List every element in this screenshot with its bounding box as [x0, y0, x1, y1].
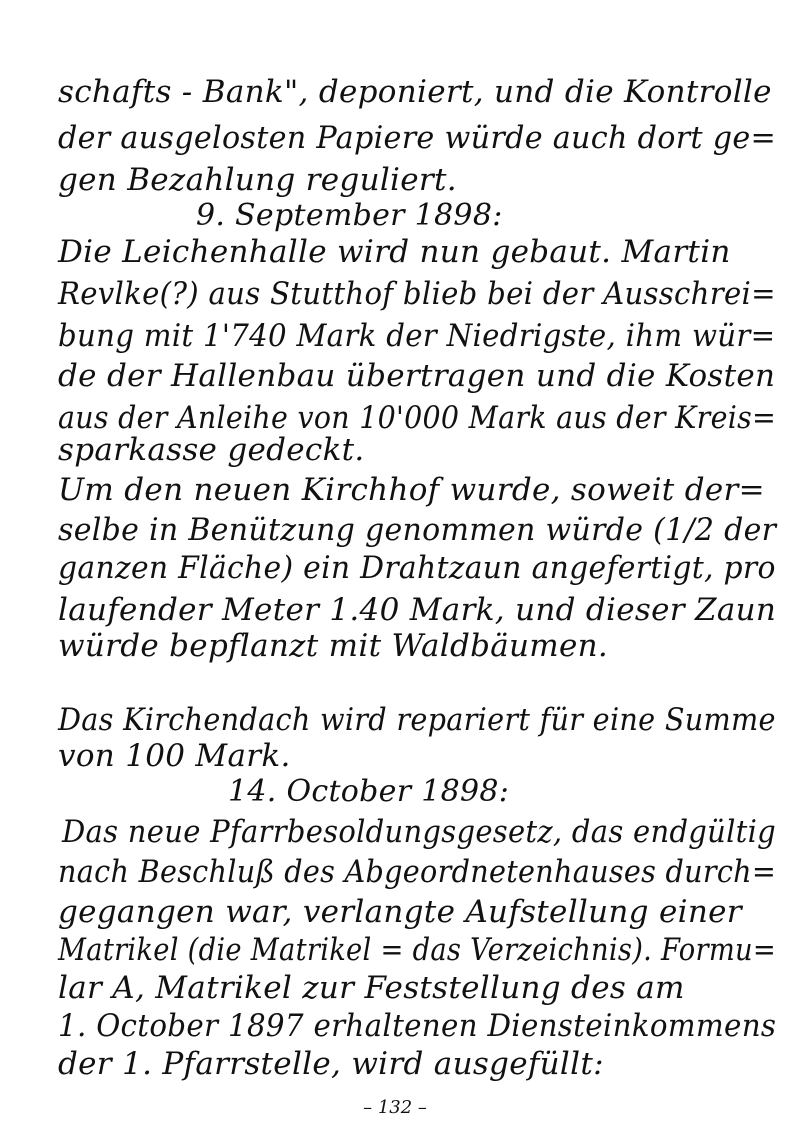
text-line: gegangen war, verlangte Aufstellung einer: [58, 894, 742, 930]
text-line: Das Kirchendach wird repariert für eine Summe: [58, 702, 776, 738]
text-line: von 100 Mark.: [58, 738, 291, 774]
date-heading: 9. September 1898:: [196, 198, 503, 233]
text-line: aus der Anleihe von 10'000 Mark aus der Kreis=: [58, 400, 777, 436]
text-line: ganzen Fläche) ein Drahtzaun angefertigt, pro: [58, 550, 776, 586]
text-line: de der Hallenbau übertragen und die Kosten: [58, 358, 776, 394]
text-line: Die Leichenhalle wird nun gebaut. Martin: [58, 234, 731, 270]
date-heading: 14. October 1898:: [228, 774, 510, 809]
text-line: selbe in Benützung genommen würde (1/2 der: [58, 512, 777, 548]
text-line: Das neue Pfarrbesoldungsgesetz, das endgültig: [62, 814, 777, 850]
text-line: sparkasse gedeckt.: [58, 432, 365, 468]
text-line: 1. October 1897 erhaltenen Diensteinkommens: [58, 1008, 777, 1044]
text-line: schafts - Bank", deponiert, und die Kontrolle: [58, 74, 772, 110]
text-line: gen Bezahlung reguliert.: [58, 162, 457, 198]
text-line: der 1. Pfarrstelle, wird ausgefüllt:: [58, 1046, 604, 1082]
page-number: – 132 –: [363, 1097, 427, 1118]
text-line: bung mit 1'740 Mark der Niedrigste, ihm wür=: [58, 318, 776, 354]
text-line: Matrikel (die Matrikel = das Verzeichnis). Formu=: [58, 932, 777, 968]
text-line: laufender Meter 1.40 Mark, und dieser Zaun: [58, 592, 777, 628]
text-line: würde bepflanzt mit Waldbäumen.: [58, 628, 609, 664]
text-line: der ausgelosten Papiere würde auch dort ge=: [58, 120, 777, 156]
text-line: nach Beschluß des Abgeordnetenhauses durch=: [58, 854, 777, 890]
text-line: Um den neuen Kirchhof wurde, soweit der=: [58, 472, 765, 508]
text-line: lar A, Matrikel zur Feststellung des am: [58, 970, 685, 1006]
text-line: Revlke(?) aus Stutthof blieb bei der Ausschrei=: [58, 276, 776, 312]
